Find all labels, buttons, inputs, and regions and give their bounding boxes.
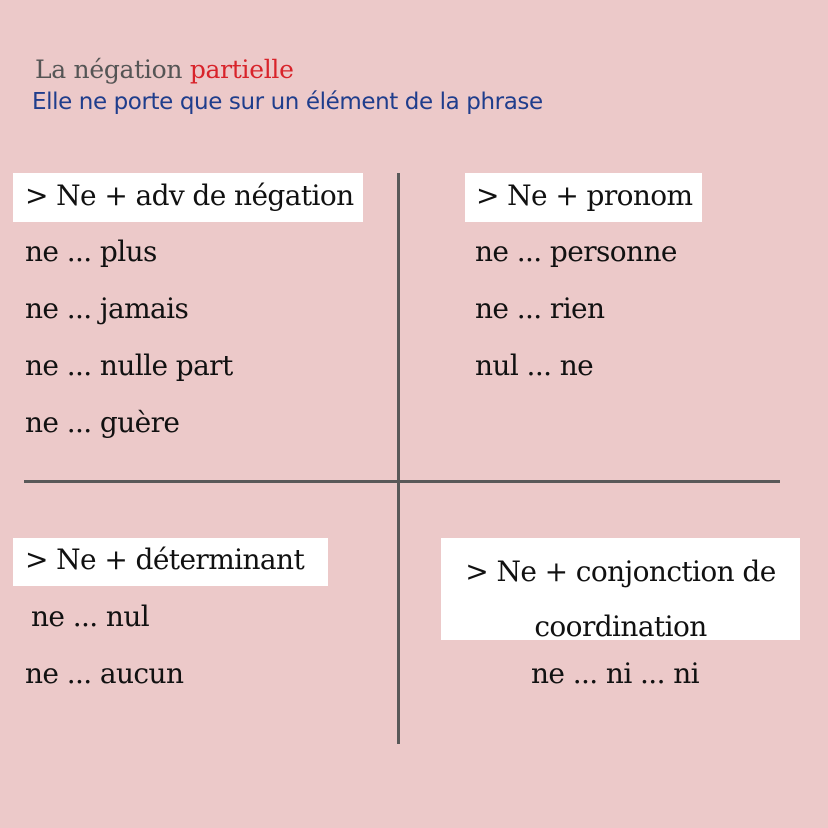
list-item-adverbe: ne ... guère [25, 406, 180, 439]
heading-adverbe: > Ne + adv de négation [13, 173, 363, 222]
heading-determinant: > Ne + déterminant [13, 538, 328, 586]
horizontal-divider [24, 480, 780, 483]
list-item-pronom: nul ... ne [475, 349, 594, 382]
list-item-adverbe: ne ... plus [25, 235, 157, 268]
list-item-adverbe: ne ... jamais [25, 292, 189, 325]
list-item-determinant: ne ... aucun [25, 657, 184, 690]
page-title [35, 55, 294, 84]
heading-pronom: > Ne + pronom [465, 173, 702, 222]
vertical-divider [397, 173, 400, 744]
heading-conjonction-line2: coordination [534, 610, 707, 643]
heading-conjonction-line1: > Ne + conjonction de [465, 555, 776, 588]
title-accent: partielle [189, 55, 294, 84]
title-prefix: La négation [35, 55, 190, 84]
heading-conjonction [441, 538, 800, 643]
list-item-conjonction: ne ... ni ... ni [531, 657, 699, 690]
list-item-determinant: ne ... nul [31, 600, 150, 633]
list-item-pronom: ne ... rien [475, 292, 605, 325]
page-subtitle: Elle ne porte que sur un élément de la phrase [32, 89, 543, 115]
list-item-adverbe: ne ... nulle part [25, 349, 233, 382]
list-item-pronom: ne ... personne [475, 235, 677, 268]
